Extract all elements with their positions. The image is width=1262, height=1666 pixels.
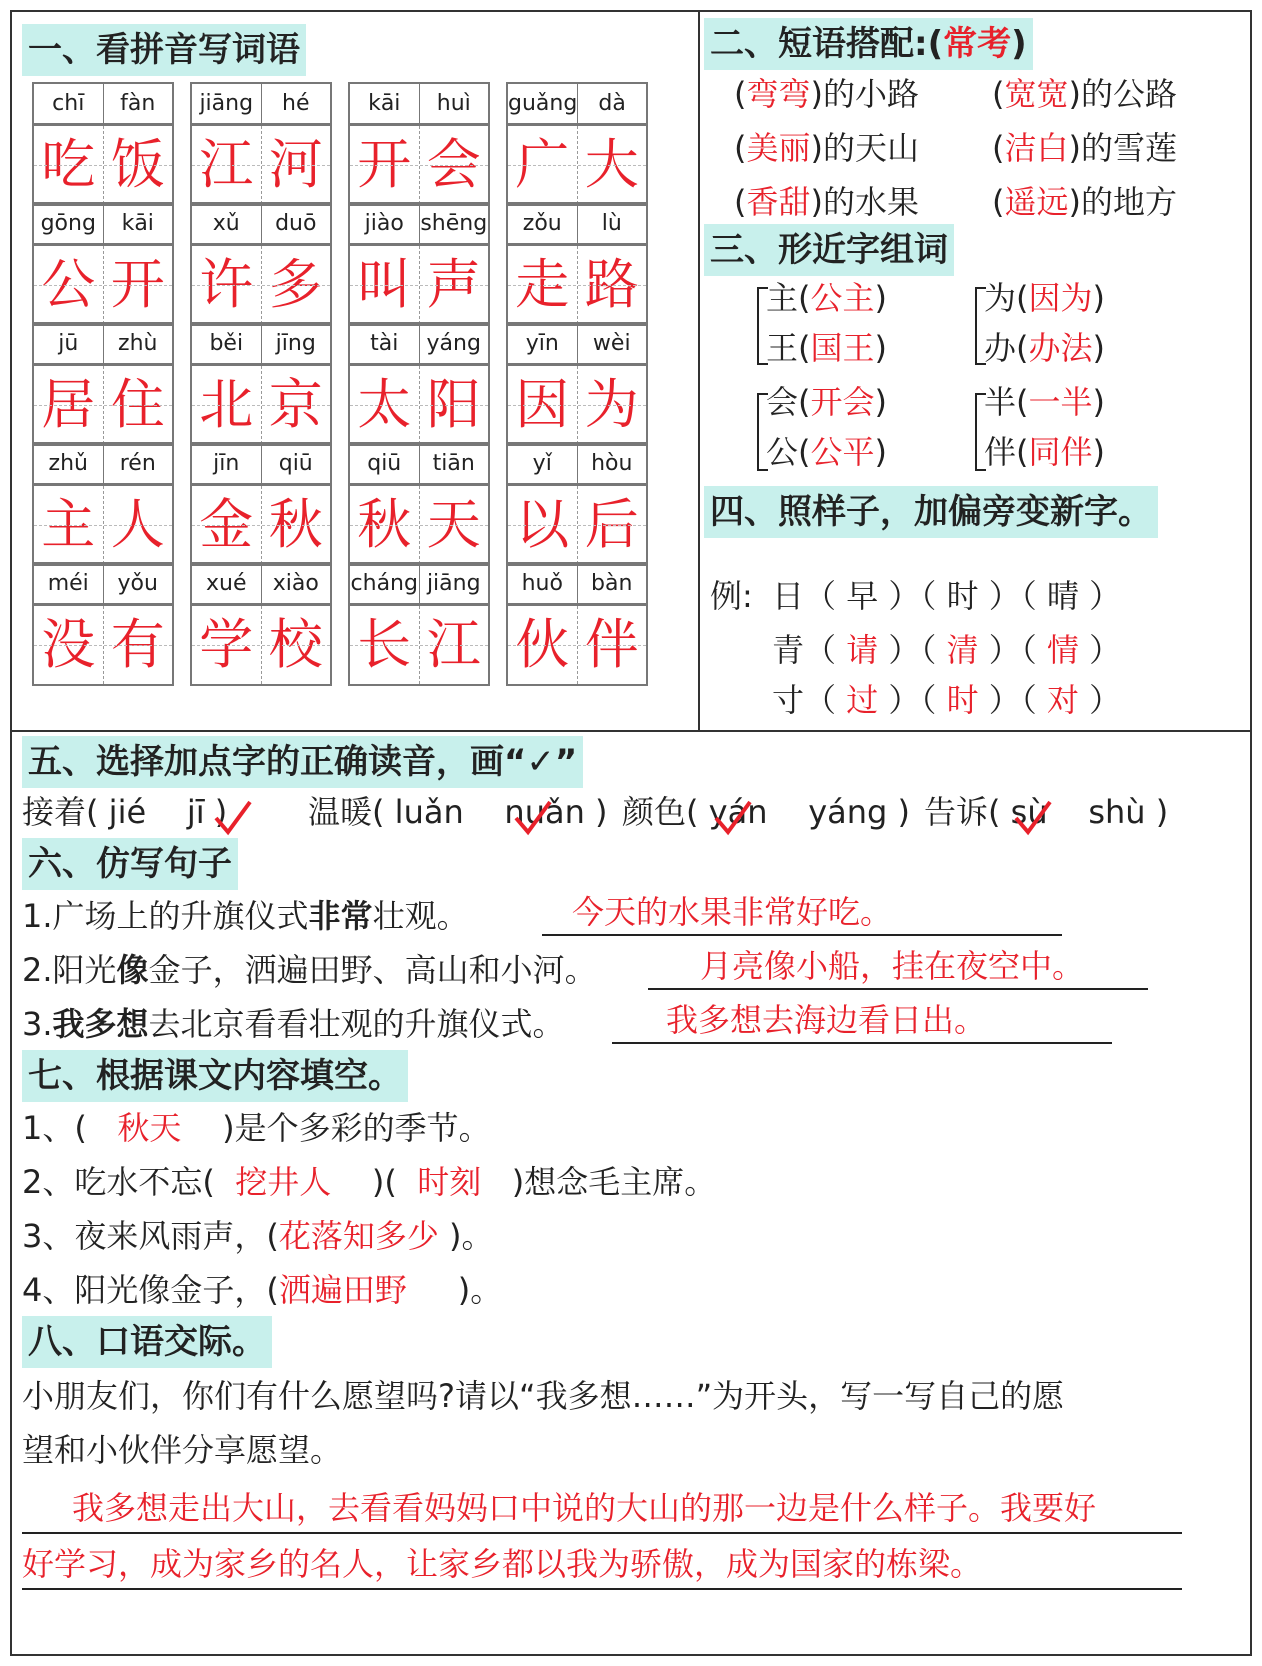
pinyin-box bbox=[190, 442, 332, 484]
section-title: 三、形近字组词 bbox=[704, 224, 954, 276]
phrase-item: (香甜)的水果 bbox=[734, 183, 919, 221]
similar-char-item: 伴(同伴) bbox=[984, 433, 1105, 471]
word-cell bbox=[506, 202, 648, 326]
pronunciation-item: 告诉( sù shù ) bbox=[924, 793, 1169, 831]
pinyin-box bbox=[32, 82, 174, 124]
pinyin: cháng bbox=[350, 564, 420, 603]
word-cell bbox=[348, 442, 490, 566]
section-title: 二、短语搭配:(常考) bbox=[704, 18, 1033, 70]
word-cell bbox=[348, 562, 490, 686]
pinyin: huǒ bbox=[508, 564, 578, 603]
pinyin-box bbox=[348, 322, 490, 364]
word-cell bbox=[348, 322, 490, 446]
hanzi: 主 bbox=[34, 486, 104, 564]
similar-char-item: 公(公平) bbox=[766, 433, 887, 471]
hanzi-box bbox=[348, 364, 490, 446]
hanzi: 以 bbox=[508, 486, 578, 564]
hanzi-box bbox=[348, 484, 490, 566]
pinyin-box bbox=[506, 442, 648, 484]
pinyin: gōng bbox=[34, 204, 104, 243]
pinyin-box bbox=[348, 442, 490, 484]
pinyin: zǒu bbox=[508, 204, 578, 243]
fill-blank: 1、( 秋天 )是个多彩的季节。 bbox=[22, 1109, 491, 1147]
hanzi: 多 bbox=[268, 253, 323, 316]
pinyin: lù bbox=[601, 211, 622, 236]
pinyin-box bbox=[506, 82, 648, 124]
pinyin: jīng bbox=[275, 331, 316, 356]
pinyin: bàn bbox=[591, 571, 633, 596]
answer-line bbox=[22, 1588, 1182, 1590]
pinyin-box bbox=[32, 442, 174, 484]
pinyin-box bbox=[506, 322, 648, 364]
pinyin: dà bbox=[598, 91, 626, 116]
pinyin-box bbox=[190, 202, 332, 244]
hanzi: 太 bbox=[350, 366, 420, 444]
hanzi-box bbox=[506, 604, 648, 686]
oral-answer: 好学习，成为家乡的名人，让家乡都以我为骄傲，成为国家的栋梁。 bbox=[22, 1545, 983, 1583]
pinyin: tài bbox=[350, 324, 420, 363]
word-cell bbox=[190, 202, 332, 326]
pinyin: tiān bbox=[432, 451, 475, 476]
hanzi: 江 bbox=[426, 613, 481, 676]
pinyin: jiāng bbox=[426, 571, 481, 596]
hanzi: 伙 bbox=[508, 606, 578, 684]
hanzi-box bbox=[190, 124, 332, 206]
pinyin: méi bbox=[34, 564, 104, 603]
phrase-item: (洁白)的雪莲 bbox=[992, 129, 1177, 167]
pronunciation-item: 颜色( yán yáng ) bbox=[622, 793, 910, 831]
word-cell bbox=[506, 82, 648, 206]
hanzi: 居 bbox=[34, 366, 104, 444]
hanzi: 阳 bbox=[426, 373, 481, 436]
similar-char-item: 半(一半) bbox=[984, 383, 1105, 421]
pinyin: kāi bbox=[121, 211, 154, 236]
phrase-item: (美丽)的天山 bbox=[734, 129, 919, 167]
word-cell bbox=[348, 82, 490, 206]
similar-char-item: 为(因为) bbox=[984, 279, 1105, 317]
hanzi-box bbox=[190, 364, 332, 446]
hanzi-box bbox=[190, 604, 332, 686]
pinyin: yǐ bbox=[508, 444, 578, 483]
section-title: 七、根据课文内容填空。 bbox=[22, 1050, 408, 1102]
radical-row: 寸（ 过 ）（ 时 ）（ 对 ） bbox=[772, 681, 1122, 719]
hanzi: 没 bbox=[34, 606, 104, 684]
pinyin: chī bbox=[34, 84, 104, 123]
word-cell bbox=[348, 202, 490, 326]
pinyin: qiū bbox=[278, 451, 313, 476]
pinyin: guǎng bbox=[508, 84, 578, 123]
hanzi: 金 bbox=[192, 486, 262, 564]
hanzi-box bbox=[32, 244, 174, 326]
hanzi: 校 bbox=[268, 613, 323, 676]
section-title: 四、照样子，加偏旁变新字。 bbox=[704, 486, 1158, 538]
example-label: 例: bbox=[710, 577, 753, 615]
hanzi-box bbox=[506, 244, 648, 326]
phrase-item: (遥远)的地方 bbox=[992, 183, 1177, 221]
word-cell bbox=[190, 322, 332, 446]
pinyin: huì bbox=[436, 91, 471, 116]
imitate-answer: 我多想去海边看日出。 bbox=[666, 1001, 987, 1039]
word-cell bbox=[32, 322, 174, 446]
hanzi: 大 bbox=[584, 133, 639, 196]
section-title: 六、仿写句子 bbox=[22, 838, 238, 890]
word-cell bbox=[506, 322, 648, 446]
pinyin: jiào bbox=[350, 204, 420, 243]
hanzi-box bbox=[32, 484, 174, 566]
section-title: 八、口语交际。 bbox=[22, 1316, 272, 1368]
imitate-sentence: 1.广场上的升旗仪式非常壮观。 bbox=[22, 897, 469, 935]
hanzi: 会 bbox=[426, 133, 481, 196]
pinyin: rén bbox=[119, 451, 156, 476]
pinyin-box bbox=[506, 562, 648, 604]
hanzi: 走 bbox=[508, 246, 578, 324]
hanzi: 京 bbox=[268, 373, 323, 436]
word-cell bbox=[506, 562, 648, 686]
pinyin: xǔ bbox=[192, 204, 262, 243]
checkmark-icon bbox=[512, 798, 552, 838]
hanzi-box bbox=[506, 484, 648, 566]
section-title: 一、看拼音写词语 bbox=[22, 24, 306, 76]
pinyin: zhù bbox=[118, 331, 158, 356]
hanzi-box bbox=[190, 244, 332, 326]
imitate-sentence: 3.我多想去北京看看壮观的升旗仪式。 bbox=[22, 1005, 565, 1043]
pinyin: běi bbox=[192, 324, 262, 363]
pinyin-box bbox=[32, 202, 174, 244]
phrase-item: (弯弯)的小路 bbox=[734, 75, 919, 113]
section-title: 五、选择加点字的正确读音，画“✓” bbox=[22, 736, 583, 788]
hanzi-box bbox=[348, 124, 490, 206]
pinyin: xiào bbox=[272, 571, 319, 596]
pronunciation-item: 接着( jié jī ) bbox=[22, 793, 228, 831]
hanzi: 学 bbox=[192, 606, 262, 684]
hanzi: 伴 bbox=[584, 613, 639, 676]
hanzi: 广 bbox=[508, 126, 578, 204]
oral-question: 望和小伙伴分享愿望。 bbox=[22, 1431, 343, 1469]
hanzi: 秋 bbox=[268, 493, 323, 556]
worksheet bbox=[10, 10, 1252, 1656]
hanzi: 声 bbox=[426, 253, 481, 316]
checkmark-icon bbox=[212, 798, 252, 838]
answer-line bbox=[22, 1532, 1182, 1534]
hanzi: 开 bbox=[350, 126, 420, 204]
section-pinyin bbox=[12, 12, 700, 730]
radical-row: 青（ 请 ）（ 清 ）（ 情 ） bbox=[772, 631, 1122, 669]
pinyin-box bbox=[348, 82, 490, 124]
checkmark-icon bbox=[1012, 798, 1052, 838]
pinyin: jiāng bbox=[192, 84, 262, 123]
pinyin: yīn bbox=[508, 324, 578, 363]
hanzi: 河 bbox=[268, 133, 323, 196]
word-cell bbox=[32, 442, 174, 566]
oral-question: 小朋友们，你们有什么愿望吗?请以“我多想……”为开头，写一写自己的愿 bbox=[22, 1377, 1065, 1415]
answer-line bbox=[648, 988, 1148, 990]
hanzi: 人 bbox=[110, 493, 165, 556]
pinyin: qiū bbox=[350, 444, 420, 483]
word-cell bbox=[32, 82, 174, 206]
hanzi-box bbox=[32, 604, 174, 686]
word-cell bbox=[190, 562, 332, 686]
pinyin: jīn bbox=[192, 444, 262, 483]
pinyin-box bbox=[506, 202, 648, 244]
hanzi: 为 bbox=[584, 373, 639, 436]
imitate-answer: 月亮像小船，挂在夜空中。 bbox=[700, 947, 1085, 985]
hanzi-box bbox=[32, 124, 174, 206]
hanzi: 天 bbox=[426, 493, 481, 556]
pinyin: yǒu bbox=[117, 571, 158, 596]
similar-char-item: 办(办法) bbox=[984, 329, 1105, 367]
imitate-sentence: 2.阳光像金子，洒遍田野、高山和小河。 bbox=[22, 951, 597, 989]
hanzi: 叫 bbox=[350, 246, 420, 324]
word-cell bbox=[190, 442, 332, 566]
hanzi-box bbox=[190, 484, 332, 566]
hanzi: 因 bbox=[508, 366, 578, 444]
answer-line bbox=[542, 934, 1062, 936]
answer-line bbox=[612, 1042, 1112, 1044]
hanzi: 江 bbox=[192, 126, 262, 204]
pinyin-box bbox=[348, 562, 490, 604]
section-right-top bbox=[700, 12, 1252, 730]
hanzi-box bbox=[506, 124, 648, 206]
pinyin: jū bbox=[34, 324, 104, 363]
hanzi: 有 bbox=[110, 613, 165, 676]
pinyin-box bbox=[190, 82, 332, 124]
section-bottom bbox=[12, 730, 1252, 1656]
pinyin: wèi bbox=[592, 331, 631, 356]
pronunciation-item: 温暖( luǎn nuǎn ) bbox=[308, 793, 608, 831]
fill-blank: 3、夜来风雨声，(花落知多少 )。 bbox=[22, 1217, 494, 1255]
hanzi: 北 bbox=[192, 366, 262, 444]
hanzi: 住 bbox=[110, 373, 165, 436]
oral-answer: 我多想走出大山，去看看妈妈口中说的大山的那一边是什么样子。我要好 bbox=[72, 1489, 1097, 1527]
pinyin: fàn bbox=[120, 91, 156, 116]
fill-blank: 2、吃水不忘( 挖井人 )( 时刻 )想念毛主席。 bbox=[22, 1163, 717, 1201]
hanzi-box bbox=[348, 244, 490, 326]
similar-char-item: 主(公主) bbox=[766, 279, 887, 317]
similar-char-item: 会(开会) bbox=[766, 383, 887, 421]
pinyin: kāi bbox=[350, 84, 420, 123]
similar-char-item: 王(国王) bbox=[766, 329, 887, 367]
pinyin-box bbox=[190, 322, 332, 364]
imitate-answer: 今天的水果非常好吃。 bbox=[572, 893, 893, 931]
fill-blank: 4、阳光像金子，(洒遍田野 )。 bbox=[22, 1271, 503, 1309]
hanzi-box bbox=[506, 364, 648, 446]
pinyin-box bbox=[190, 562, 332, 604]
pinyin: yáng bbox=[426, 331, 481, 356]
word-cell bbox=[190, 82, 332, 206]
hanzi: 长 bbox=[350, 606, 420, 684]
radical-row: 日（ 早 ）（ 时 ）（ 晴 ） bbox=[772, 577, 1122, 615]
hanzi: 后 bbox=[584, 493, 639, 556]
pinyin: duō bbox=[275, 211, 317, 236]
hanzi: 公 bbox=[34, 246, 104, 324]
pinyin-box bbox=[32, 562, 174, 604]
word-cell bbox=[32, 202, 174, 326]
hanzi: 秋 bbox=[350, 486, 420, 564]
pinyin-box bbox=[32, 322, 174, 364]
hanzi: 吃 bbox=[34, 126, 104, 204]
pinyin-box bbox=[348, 202, 490, 244]
pinyin: shēng bbox=[420, 211, 488, 236]
phrase-item: (宽宽)的公路 bbox=[992, 75, 1177, 113]
hanzi: 许 bbox=[192, 246, 262, 324]
word-cell bbox=[506, 442, 648, 566]
hanzi: 开 bbox=[110, 253, 165, 316]
pinyin: xué bbox=[192, 564, 262, 603]
word-cell bbox=[32, 562, 174, 686]
pinyin: hé bbox=[282, 91, 310, 116]
hanzi: 饭 bbox=[110, 133, 165, 196]
pinyin: hòu bbox=[591, 451, 633, 476]
checkmark-icon bbox=[712, 798, 752, 838]
hanzi: 路 bbox=[584, 253, 639, 316]
hanzi-box bbox=[348, 604, 490, 686]
pinyin: zhǔ bbox=[34, 444, 104, 483]
hanzi-box bbox=[32, 364, 174, 446]
